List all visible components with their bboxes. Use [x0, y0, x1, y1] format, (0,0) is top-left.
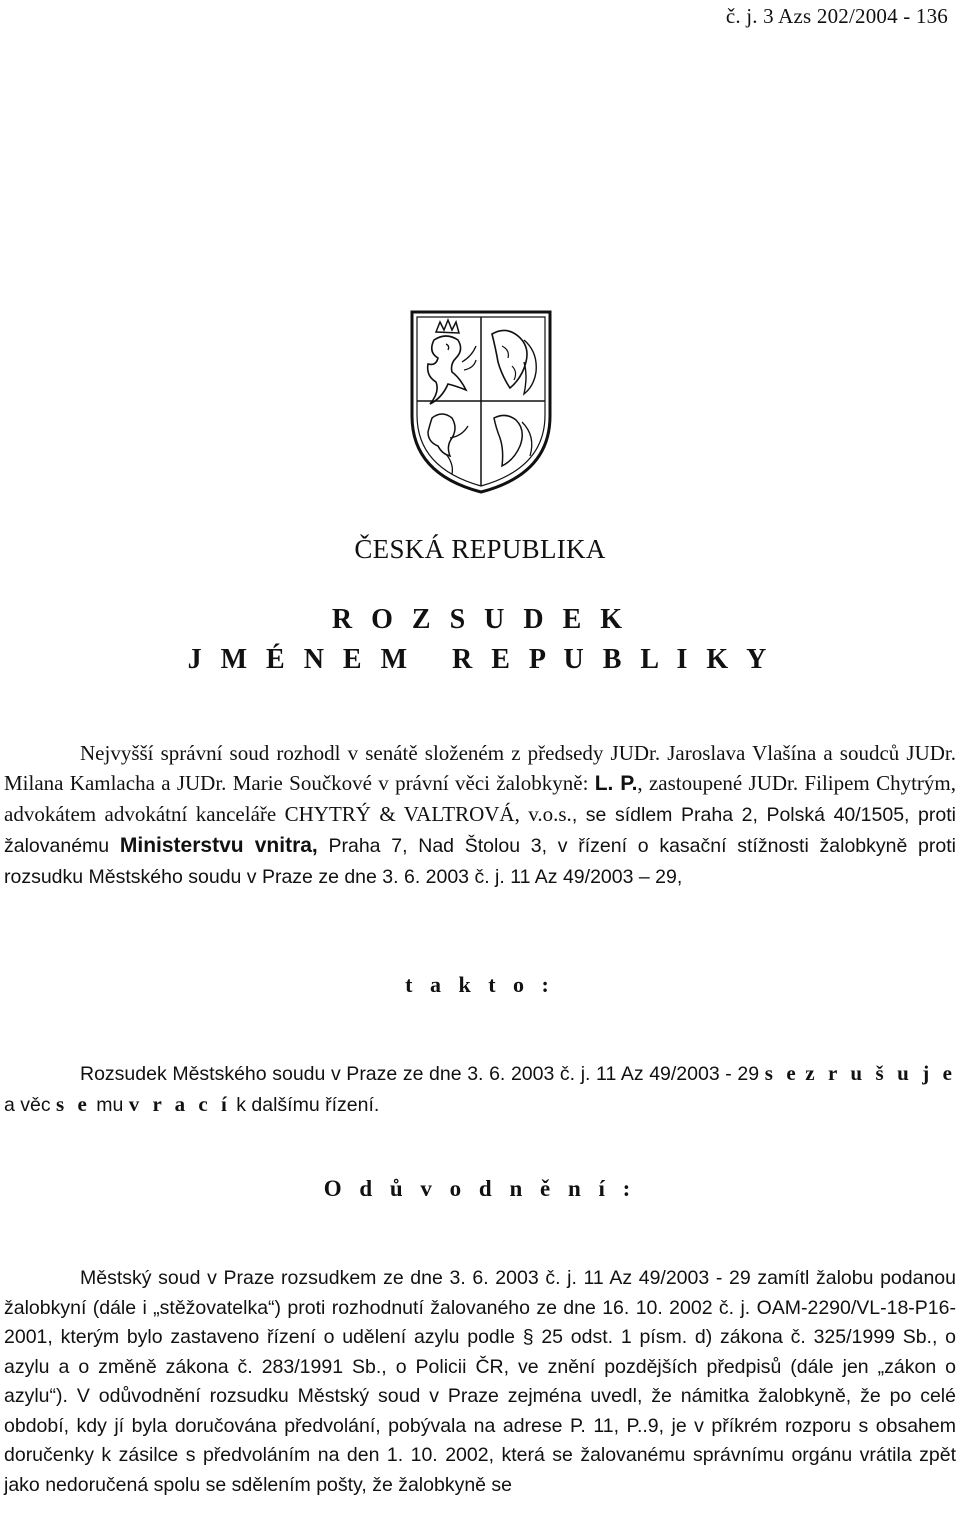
verdict-rest: k dalšímu řízení. — [230, 1094, 380, 1116]
verdict-mu: mu — [90, 1094, 129, 1116]
plaintiff-name: L. P. — [594, 772, 638, 795]
case-reference: č. j. 3 Azs 202/2004 - 136 — [725, 4, 948, 28]
in-name-of-republic: J M É N E M R E P U B L I K Y — [187, 644, 773, 675]
intro-part3: , se sídlem Praha 2, Polská 40/1505, proti žalovanému — [4, 804, 956, 857]
verdict-paragraph — [4, 1058, 956, 1120]
czech-coat-of-arms-icon — [406, 306, 556, 496]
verdict-se2: s e — [56, 1092, 91, 1116]
reasoning-heading: O d ů v o d n ě n í : — [323, 1176, 637, 1201]
intro-part4: Praha 7, Nad Štolou 3, v řízení o kasační stížnosti žalobkyně proti rozsudku Městského soudu v Praze ze dne 3. 6. 2003 č. j. 11 Az 49/2003 – 29, — [4, 835, 956, 888]
intro-paragraph — [4, 738, 956, 892]
verdict-vec: a věc — [4, 1094, 57, 1116]
reasoning-paragraph: Městský soud v Praze rozsudkem ze dne 3. 6. 2003 č. j. 11 Az 49/2003 - 29 zamítl žalobu podanou žalobkyní (dále i „stěžovatelka“) proti rozhodnutí žalovaného ze dne 16. 10. 2002 č. j. OAM-2290/VL-18-P16-2001, kterým bylo zastaveno řízení o udělení azylu podle § 25 odst. 1 písm. d) zákona č. 325/1999 Sb., o azylu a o změně zákona č. 283/1991 Sb., o Policii ČR, ve znění pozdějších předpisů (dále jen „zákon o azylu“). V odůvodnění rozsudku Městský soud v Praze zejména uvedl, že námitka žalobkyně, že po celé období, kdy jí byla doručována předvolání, pobývala na adrese P. 11, P..9, je v příkrém rozporu s obsahem doručenky k zásilce s předvoláním na den 1. 10. 2002, která se žalovanému správnímu orgánu vrátila zpět jako nedoručená spolu se sdělením pošty, že žalobkyně se — [4, 1267, 956, 1496]
intro-part1: Nejvyšší správní soud rozhodl v senátě složeném z předsedy JUDr. Jaroslava Vlašína a soudců JUDr. Milana Kamlacha a JUDr. Marie Součkové v právní věci žalobkyně: — [4, 741, 956, 795]
verdict-se: s e — [764, 1061, 800, 1085]
country-name: ČESKÁ REPUBLIKA — [354, 534, 606, 564]
verdict-vraci: v r a c í — [128, 1092, 231, 1116]
intro-part2: , zastoupené JUDr. Filipem Chytrým, advokátem advokátní kanceláře CHYTRÝ & VALTROVÁ, v.o.s. — [4, 771, 956, 826]
verdict-zrusuje: z r u š u j e — [805, 1061, 956, 1085]
decision-heading: t a k t o : — [405, 972, 555, 997]
defendant-name: Ministerstvu vnitra, — [119, 834, 318, 857]
judgment-title: R O Z S U D E K — [331, 604, 629, 635]
verdict-line1: Rozsudek Městského soudu v Praze ze dne 3. 6. 2003 č. j. 11 Az 49/2003 - 29 — [80, 1063, 760, 1085]
